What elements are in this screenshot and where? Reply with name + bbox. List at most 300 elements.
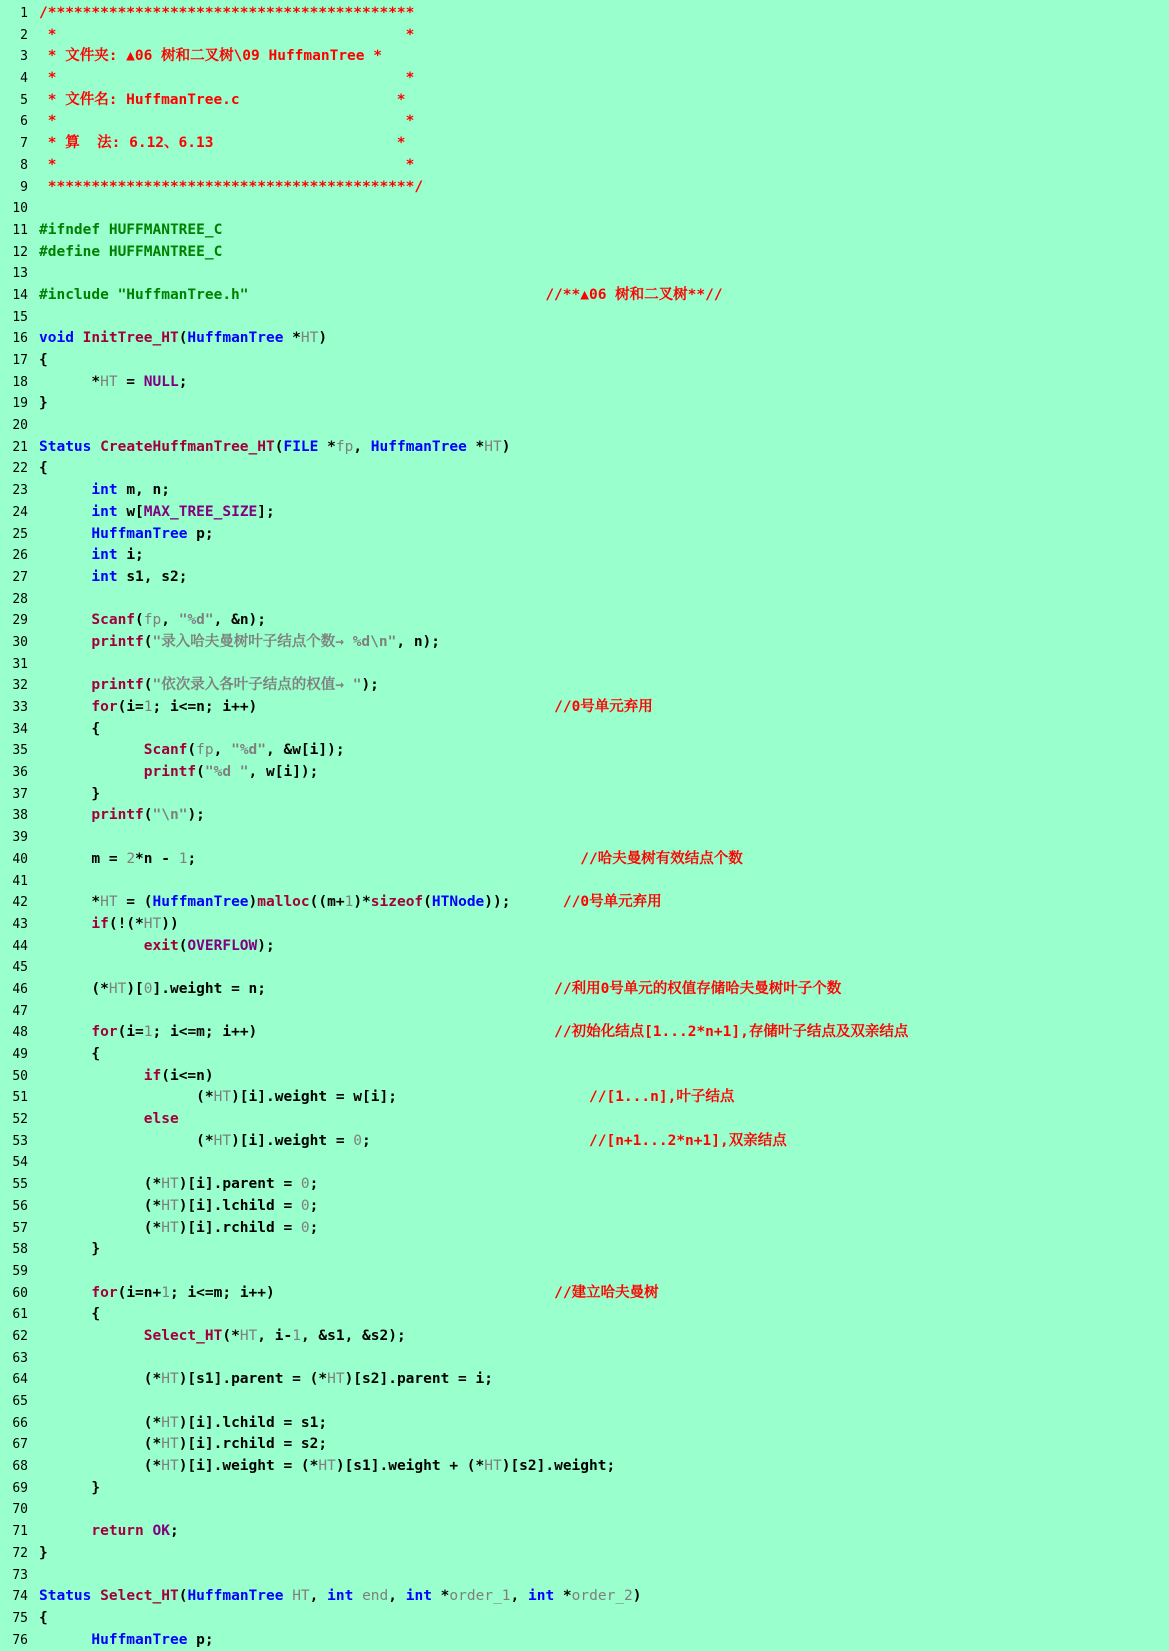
code-token: (i<=n) — [161, 1067, 214, 1084]
code-token: )[s1].weight + (* — [335, 1458, 485, 1475]
code-token: HT — [300, 330, 319, 347]
code-token: 1 — [161, 1284, 170, 1301]
code-line[interactable] — [0, 198, 1169, 220]
code-token: for — [91, 1024, 118, 1041]
code-text — [39, 805, 205, 827]
line-number: 53 — [12, 1133, 28, 1149]
code-line[interactable] — [0, 25, 1169, 47]
code-token: for — [91, 1284, 118, 1301]
code-line[interactable] — [0, 1326, 1169, 1348]
code-token: m, n; — [117, 482, 170, 499]
code-line[interactable] — [0, 90, 1169, 112]
code-token: CreateHuffmanTree_HT — [100, 438, 275, 455]
code-token: //[n+1...2*n+1],双亲结点 — [589, 1132, 787, 1149]
code-text — [39, 936, 275, 958]
code-token: { — [39, 352, 48, 368]
code-text — [39, 393, 48, 415]
line-number: 10 — [12, 201, 28, 217]
code-line[interactable] — [0, 1456, 1169, 1478]
code-token: Select_HT — [100, 1588, 179, 1605]
code-line[interactable] — [0, 632, 1169, 654]
code-text — [39, 502, 275, 524]
line-number: 7 — [20, 136, 28, 152]
code-token: /****************************************** — [39, 5, 415, 21]
code-line[interactable] — [0, 871, 1169, 893]
code-token: ); — [257, 937, 275, 954]
code-line[interactable] — [0, 1499, 1169, 1521]
line-number: 30 — [12, 634, 28, 650]
code-text — [39, 1456, 615, 1478]
line-number: 62 — [12, 1328, 28, 1344]
code-token: 1 — [143, 699, 153, 715]
code-token: )[ — [126, 980, 144, 997]
code-line[interactable] — [0, 1174, 1169, 1196]
code-token: * — [39, 373, 101, 390]
code-token: ; i<=m; i++) — [169, 1284, 275, 1301]
code-line[interactable] — [0, 502, 1169, 524]
code-token: MAX_TREE_SIZE — [143, 503, 258, 520]
code-line[interactable] — [0, 263, 1169, 285]
line-number: 73 — [12, 1567, 28, 1583]
line-number: 28 — [12, 591, 28, 607]
code-line[interactable] — [0, 589, 1169, 611]
code-token — [266, 981, 554, 997]
code-token — [39, 634, 91, 650]
code-line[interactable] — [0, 1521, 1169, 1543]
code-line[interactable] — [0, 1478, 1169, 1500]
code-token: fp — [143, 612, 162, 629]
code-text — [39, 1044, 100, 1066]
code-line[interactable] — [0, 285, 1169, 307]
code-line[interactable] — [0, 1348, 1169, 1370]
code-text — [39, 892, 662, 914]
code-token: (* — [39, 1089, 214, 1106]
code-token — [39, 547, 91, 563]
code-line[interactable] — [0, 393, 1169, 415]
code-text — [39, 220, 222, 242]
code-text — [39, 155, 414, 177]
code-token — [39, 569, 91, 585]
code-line[interactable] — [0, 654, 1169, 676]
line-number: 12 — [12, 244, 28, 260]
code-token: ; — [187, 850, 197, 867]
code-token: , — [161, 612, 179, 629]
code-token: 0 — [300, 1219, 310, 1236]
line-number: 18 — [12, 374, 28, 390]
code-token: HuffmanTree — [91, 1631, 188, 1648]
code-text — [39, 1543, 48, 1565]
code-text — [39, 1369, 493, 1391]
code-line[interactable] — [0, 805, 1169, 827]
code-line[interactable] — [0, 1543, 1169, 1565]
code-token: * * — [39, 156, 415, 173]
code-token: = — [117, 373, 144, 390]
code-line[interactable] — [0, 458, 1169, 480]
code-token: for — [91, 699, 118, 715]
code-token: (* — [39, 1458, 162, 1475]
code-token: m = — [39, 850, 127, 867]
code-line[interactable] — [0, 1283, 1169, 1305]
code-line[interactable] — [0, 1218, 1169, 1240]
code-token: ( — [423, 894, 432, 911]
code-token: 0 — [300, 1176, 310, 1193]
code-line[interactable] — [0, 307, 1169, 329]
code-line[interactable] — [0, 1044, 1169, 1066]
code-token: , &n); — [213, 612, 267, 629]
code-token — [511, 894, 563, 910]
code-token: InitTree_HT — [82, 330, 179, 347]
code-token: )[s2].parent = i; — [344, 1371, 493, 1388]
code-token: p; — [187, 1631, 214, 1648]
code-text — [39, 1218, 318, 1240]
code-token — [283, 1588, 292, 1604]
code-line[interactable] — [0, 1239, 1169, 1261]
code-text — [39, 285, 723, 307]
code-line[interactable] — [0, 46, 1169, 68]
code-token: HT — [100, 894, 118, 911]
code-token — [257, 699, 554, 715]
code-line[interactable] — [0, 437, 1169, 459]
line-number: 15 — [12, 309, 28, 325]
code-token: ( — [178, 330, 188, 347]
code-token: //0号单元弃用 — [562, 894, 662, 911]
code-token: Select_HT — [143, 1327, 223, 1344]
code-line[interactable] — [0, 155, 1169, 177]
code-token: )[i].weight = — [231, 1132, 354, 1149]
line-number: 11 — [12, 222, 28, 238]
code-token: } — [39, 785, 101, 802]
code-line[interactable] — [0, 1109, 1169, 1131]
code-line[interactable] — [0, 133, 1169, 155]
line-number: 22 — [12, 461, 28, 477]
code-token: fp — [196, 742, 214, 759]
code-line[interactable] — [0, 545, 1169, 567]
line-number: 3 — [20, 49, 28, 65]
line-number: 50 — [12, 1068, 28, 1084]
code-text — [39, 46, 382, 68]
code-line[interactable] — [0, 480, 1169, 502]
code-text — [39, 480, 170, 502]
code-token: void — [39, 330, 74, 347]
code-token — [39, 1328, 144, 1344]
code-text — [39, 1066, 214, 1088]
code-token: * — [283, 330, 301, 347]
code-token: * 文件名: HuffmanTree.c * — [39, 91, 406, 108]
code-token: fp — [335, 438, 354, 455]
line-number: 64 — [12, 1372, 28, 1388]
code-line[interactable] — [0, 1369, 1169, 1391]
code-token — [275, 1285, 554, 1301]
code-text — [39, 784, 100, 806]
line-number: 24 — [12, 504, 28, 520]
code-line[interactable] — [0, 1586, 1169, 1608]
code-line[interactable] — [0, 784, 1169, 806]
code-token: } — [39, 395, 48, 412]
line-number: 13 — [12, 266, 28, 282]
code-token: ( — [187, 742, 197, 759]
code-token: "依次录入各叶子结点的权值→ " — [152, 677, 362, 694]
line-number: 63 — [12, 1350, 28, 1366]
line-number: 26 — [12, 548, 28, 564]
code-line[interactable] — [0, 740, 1169, 762]
code-token: if — [91, 915, 109, 932]
code-token — [74, 330, 83, 346]
code-line[interactable] — [0, 1066, 1169, 1088]
code-token: )[i].weight = w[i]; — [231, 1089, 397, 1106]
code-line[interactable] — [0, 1152, 1169, 1174]
code-line[interactable] — [0, 350, 1169, 372]
code-token — [39, 482, 91, 498]
line-number: 43 — [12, 916, 28, 932]
code-line[interactable] — [0, 914, 1169, 936]
code-token: HuffmanTree — [91, 525, 188, 542]
code-token: ]; — [257, 503, 275, 520]
code-token: ) — [318, 330, 328, 347]
code-text — [39, 437, 511, 459]
code-token: HT — [100, 373, 118, 390]
code-line[interactable] — [0, 1022, 1169, 1044]
code-text — [39, 1131, 787, 1153]
code-token: , — [510, 1588, 528, 1605]
code-line[interactable] — [0, 1391, 1169, 1413]
line-number: 21 — [12, 439, 28, 455]
code-line[interactable] — [0, 1608, 1169, 1630]
code-line[interactable] — [0, 936, 1169, 958]
code-token: (i=n+ — [117, 1284, 162, 1301]
code-line[interactable] — [0, 827, 1169, 849]
line-number: 39 — [12, 830, 28, 846]
code-token: //利用0号单元的权值存储哈夫曼树叶子个数 — [554, 980, 842, 997]
code-token: //**▲06 树和二叉树**// — [545, 286, 723, 303]
code-line[interactable] — [0, 675, 1169, 697]
code-token: s1, s2; — [117, 568, 188, 585]
code-token: printf — [91, 807, 144, 824]
line-number: 16 — [12, 331, 28, 347]
code-token: "%d" — [231, 742, 267, 759]
code-token — [39, 1068, 144, 1084]
code-line[interactable] — [0, 719, 1169, 741]
code-token: HT — [161, 1176, 179, 1193]
code-line[interactable] — [0, 1087, 1169, 1109]
code-token: (* — [39, 1371, 162, 1388]
code-token: HT — [239, 1327, 258, 1344]
code-line[interactable] — [0, 111, 1169, 133]
code-line[interactable] — [0, 1413, 1169, 1435]
code-token: printf — [91, 677, 144, 694]
code-text — [39, 675, 379, 697]
line-number: 20 — [12, 418, 28, 434]
code-line[interactable] — [0, 1565, 1169, 1587]
line-number: 35 — [12, 743, 28, 759]
code-token — [39, 1523, 91, 1539]
code-token: 2 — [126, 850, 136, 867]
code-token: ( — [196, 764, 205, 781]
line-number: 2 — [20, 27, 28, 43]
code-line[interactable] — [0, 1434, 1169, 1456]
line-number: 23 — [12, 483, 28, 499]
code-line[interactable] — [0, 849, 1169, 871]
code-token: "录入哈夫曼树叶子结点个数→ %d\n" — [152, 633, 397, 650]
code-line[interactable] — [0, 3, 1169, 25]
code-token: = ( — [117, 894, 153, 911]
code-token: * * — [39, 70, 415, 87]
code-token: HT — [161, 1414, 179, 1431]
code-line[interactable] — [0, 1131, 1169, 1153]
code-token: ( — [143, 677, 153, 694]
code-token: HT — [327, 1371, 345, 1388]
line-number: 47 — [12, 1003, 28, 1019]
code-token — [39, 1632, 91, 1648]
code-token: ; — [178, 373, 188, 390]
line-number: 36 — [12, 765, 28, 781]
line-number: 38 — [12, 808, 28, 824]
code-text — [39, 1608, 48, 1630]
code-token: int — [405, 1588, 432, 1605]
code-token — [39, 1111, 144, 1127]
code-line[interactable] — [0, 697, 1169, 719]
line-number: 25 — [12, 526, 28, 542]
code-token: , n); — [396, 633, 441, 650]
code-text — [39, 328, 327, 350]
code-token: HuffmanTree — [187, 330, 284, 347]
code-text — [39, 1326, 406, 1348]
code-token: { — [39, 1609, 48, 1626]
code-token: 1 — [292, 1327, 301, 1344]
code-token — [371, 1133, 589, 1149]
code-token: )[i].lchild = — [178, 1197, 301, 1214]
line-number: 5 — [20, 92, 28, 108]
code-token — [397, 1089, 589, 1105]
code-token: )[i].weight = (* — [178, 1458, 319, 1475]
code-line[interactable] — [0, 177, 1169, 199]
code-token: (* — [39, 1436, 162, 1453]
code-token: #define HUFFMANTREE_C — [39, 243, 223, 260]
code-token: * — [431, 1588, 450, 1605]
code-text — [39, 914, 179, 936]
code-token: )[i].parent = — [178, 1176, 301, 1193]
code-token — [39, 916, 91, 932]
code-token: OK — [152, 1523, 170, 1540]
code-text — [39, 242, 222, 264]
code-token: )[i].rchild = — [178, 1219, 301, 1236]
code-token: ((m+ — [309, 894, 345, 911]
code-text — [39, 1174, 318, 1196]
code-token — [39, 699, 91, 715]
code-text — [39, 350, 48, 372]
code-text — [39, 524, 214, 546]
line-number: 40 — [12, 851, 28, 867]
code-token: (* — [39, 980, 109, 997]
code-text — [39, 372, 187, 394]
code-line[interactable] — [0, 524, 1169, 546]
line-number: 68 — [12, 1459, 28, 1475]
code-text — [39, 740, 345, 762]
line-number: 56 — [12, 1198, 28, 1214]
code-token: Status — [39, 1588, 92, 1605]
code-token: ) — [248, 894, 258, 911]
code-line[interactable] — [0, 1196, 1169, 1218]
code-token: HT — [108, 980, 127, 997]
code-token: HuffmanTree — [187, 1588, 284, 1605]
code-token: return — [91, 1523, 144, 1540]
code-token — [91, 439, 100, 455]
code-token: * — [554, 1588, 572, 1605]
code-token: * * — [39, 26, 415, 43]
line-number: 67 — [12, 1437, 28, 1453]
code-token: * 算 法: 6.12、6.13 * — [39, 135, 406, 152]
line-number: 51 — [12, 1090, 28, 1106]
line-number: 72 — [12, 1545, 28, 1561]
code-line[interactable] — [0, 220, 1169, 242]
code-line[interactable] — [0, 1001, 1169, 1023]
line-number: 49 — [12, 1047, 28, 1062]
code-line[interactable] — [0, 892, 1169, 914]
line-number: 27 — [12, 569, 28, 585]
code-line[interactable] — [0, 1304, 1169, 1326]
code-token: HT — [161, 1436, 179, 1453]
line-number: 70 — [12, 1502, 28, 1518]
line-number: 17 — [12, 353, 28, 368]
code-line[interactable] — [0, 372, 1169, 394]
code-text — [39, 1304, 100, 1326]
code-token: (* — [39, 1132, 214, 1149]
code-line[interactable] — [0, 610, 1169, 632]
line-number: 45 — [12, 960, 28, 976]
code-line[interactable] — [0, 957, 1169, 979]
code-line[interactable] — [0, 979, 1169, 1001]
code-line[interactable] — [0, 762, 1169, 784]
line-number: 58 — [12, 1242, 28, 1258]
code-token: ( — [143, 807, 153, 824]
code-token: Scanf — [91, 612, 136, 629]
code-line[interactable] — [0, 242, 1169, 264]
code-token: , — [213, 742, 232, 759]
line-number: 66 — [12, 1415, 28, 1431]
code-line[interactable] — [0, 68, 1169, 90]
code-token — [91, 1588, 100, 1604]
code-token — [39, 504, 91, 520]
code-token: //初始化结点[1...2*n+1],存储叶子结点及双亲结点 — [554, 1024, 909, 1041]
line-number: 74 — [12, 1589, 28, 1605]
code-token — [39, 612, 91, 628]
line-number: 4 — [20, 71, 28, 87]
code-token: , &w[i]); — [266, 742, 345, 759]
code-line[interactable] — [0, 415, 1169, 437]
code-token: HT — [484, 438, 502, 455]
code-token: HT — [213, 1132, 232, 1149]
code-text — [39, 849, 743, 871]
code-text — [39, 1413, 327, 1435]
line-number: 34 — [12, 721, 28, 737]
code-token: int — [528, 1588, 555, 1605]
code-line[interactable] — [0, 1261, 1169, 1283]
code-token: )) — [161, 915, 179, 932]
code-line[interactable] — [0, 567, 1169, 589]
line-number: 46 — [12, 981, 28, 997]
code-text — [39, 68, 414, 90]
code-token: printf — [91, 633, 144, 650]
code-token: HT — [161, 1197, 179, 1214]
code-token: end — [362, 1588, 389, 1605]
code-line[interactable] — [0, 328, 1169, 350]
line-number: 19 — [12, 396, 28, 412]
code-token: 0 — [143, 980, 153, 997]
code-token: 1 — [143, 1024, 153, 1041]
code-token: (i= — [117, 1024, 144, 1041]
code-token: int — [91, 503, 118, 520]
code-token: ; — [362, 1132, 371, 1149]
code-token: )* — [353, 894, 371, 911]
